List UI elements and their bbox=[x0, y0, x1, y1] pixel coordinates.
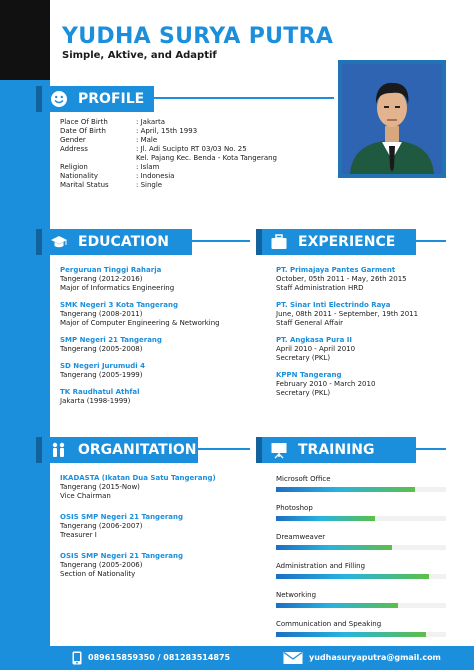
experience-entry: PT. Angkasa Pura II April 2010 - April 2010 Secretary (PKL) bbox=[276, 336, 356, 362]
training-skill bbox=[276, 532, 446, 561]
skill-bar-fill bbox=[276, 516, 375, 521]
experience-entry: PT. Sinar Inti Electrindo Raya June, 08th 2011 - September, 19th 2011 Staff General Affair bbox=[276, 301, 419, 327]
profile-row: Address : Jl. Adi Sucipto RT 03/03 No. 25 bbox=[60, 145, 247, 153]
profile-details bbox=[60, 118, 332, 190]
organitation-divider bbox=[198, 448, 250, 450]
footer-phone bbox=[72, 651, 230, 665]
skill-bar-fill bbox=[276, 545, 392, 550]
skill-bar-fill bbox=[276, 574, 429, 579]
skill-bar-track bbox=[276, 632, 446, 637]
profile-row: Marital Status : Single bbox=[60, 181, 163, 189]
section-header-organitation bbox=[42, 437, 198, 463]
profile-row: Religion : Islam bbox=[60, 163, 160, 171]
experience-divider bbox=[416, 240, 446, 242]
skill-bar-fill bbox=[276, 603, 398, 608]
skill-label: Administration and Filling bbox=[276, 562, 366, 570]
experience-entry: KPPN Tangerang February 2010 - March 2010 Secretary (PKL) bbox=[276, 371, 376, 397]
section-title: PROFILE bbox=[78, 91, 145, 107]
profile-row: Date Of Birth : April, 15th 1993 bbox=[60, 127, 198, 135]
training-divider bbox=[416, 448, 446, 450]
skill-bar-fill bbox=[276, 487, 415, 492]
skill-bar-track bbox=[276, 574, 446, 579]
email-address: yudhasuryaputra@gmail.com bbox=[309, 653, 441, 662]
skill-bar-track bbox=[276, 487, 446, 492]
section-header-education bbox=[42, 229, 192, 255]
training-skill bbox=[276, 474, 446, 503]
briefcase-icon bbox=[270, 233, 288, 251]
profile-row: Nationality : Indonesia bbox=[60, 172, 175, 180]
education-entry: SMK Negeri 3 Kota Tangerang Tangerang (2008-2011) Major of Computer Engineering & Networking bbox=[60, 301, 220, 327]
skill-bar-track bbox=[276, 545, 446, 550]
presentation-board-icon bbox=[270, 441, 288, 459]
training-list bbox=[276, 474, 446, 648]
training-skill bbox=[276, 561, 446, 590]
portrait-illustration bbox=[342, 64, 442, 174]
organitation-entry: IKADASTA (Ikatan Dua Satu Tangerang) Tangerang (2015-Now) Vice Chairman bbox=[60, 474, 216, 500]
skill-label: Microsoft Office bbox=[276, 475, 331, 483]
skill-label: Communication and Speaking bbox=[276, 620, 382, 628]
skill-bar-fill bbox=[276, 632, 426, 637]
profile-photo bbox=[342, 64, 442, 174]
section-header-training bbox=[262, 437, 416, 463]
skill-label: Networking bbox=[276, 591, 317, 599]
smiley-icon bbox=[50, 90, 68, 108]
training-skill bbox=[276, 503, 446, 532]
sidebar-top-block bbox=[0, 0, 50, 80]
education-entry: SD Negeri Jurumudi 4 Tangerang (2005-1999) bbox=[60, 362, 145, 379]
left-accent-bar bbox=[0, 80, 50, 670]
profile-row: Place Of Birth : Jakarta bbox=[60, 118, 166, 126]
section-title: EDUCATION bbox=[78, 234, 169, 250]
organitation-list bbox=[60, 474, 256, 587]
education-list bbox=[60, 266, 256, 414]
section-header-experience bbox=[262, 229, 416, 255]
education-entry: SMP Negeri 21 Tangerang Tangerang (2005-2008) bbox=[60, 336, 162, 353]
skill-label: Dreamweaver bbox=[276, 533, 326, 541]
profile-row: Gender : Male bbox=[60, 136, 158, 144]
skill-bar-track bbox=[276, 603, 446, 608]
education-entry: Perguruan Tinggi Raharja Tangerang (2012-2016) Major of Informatics Engineering bbox=[60, 266, 175, 292]
phone-number: 089615859350 / 081283514875 bbox=[88, 653, 231, 662]
education-entry: TK Raudhatul Athfal Jakarta (1998-1999) bbox=[60, 388, 140, 405]
section-title: TRAINING bbox=[298, 442, 375, 458]
organitation-entry: OSIS SMP Negeri 21 Tangerang Tangerang (2005-2006) Section of Nationality bbox=[60, 552, 183, 578]
training-skill bbox=[276, 590, 446, 619]
envelope-icon bbox=[283, 651, 303, 665]
profile-photo-frame bbox=[338, 60, 446, 178]
education-divider bbox=[192, 240, 250, 242]
section-title: ORGANITATION bbox=[78, 442, 197, 458]
person-name: YUDHA SURYA PUTRA bbox=[62, 24, 334, 49]
skill-bar-track bbox=[276, 516, 446, 521]
training-skill bbox=[276, 619, 446, 648]
experience-entry: PT. Primajaya Pantes Garment October, 05th 2011 - May, 26th 2015 Staff Administration HRD bbox=[276, 266, 407, 292]
people-icon bbox=[50, 441, 68, 459]
organitation-entry: OSIS SMP Negeri 21 Tangerang Tangerang (2006-2007) Treasurer I bbox=[60, 513, 183, 539]
profile-divider bbox=[154, 97, 334, 99]
graduation-cap-icon bbox=[50, 233, 68, 251]
skill-label: Photoshop bbox=[276, 504, 313, 512]
footer-email bbox=[283, 651, 441, 665]
profile-row: Kel. Pajang Kec. Benda - Kota Tangerang bbox=[136, 154, 278, 162]
contact-footer bbox=[50, 646, 474, 670]
tagline: Simple, Aktive, and Adaptif bbox=[62, 50, 217, 61]
section-header-profile bbox=[42, 86, 154, 112]
phone-icon bbox=[72, 651, 82, 665]
experience-list bbox=[276, 266, 456, 406]
section-title: EXPERIENCE bbox=[298, 234, 396, 250]
